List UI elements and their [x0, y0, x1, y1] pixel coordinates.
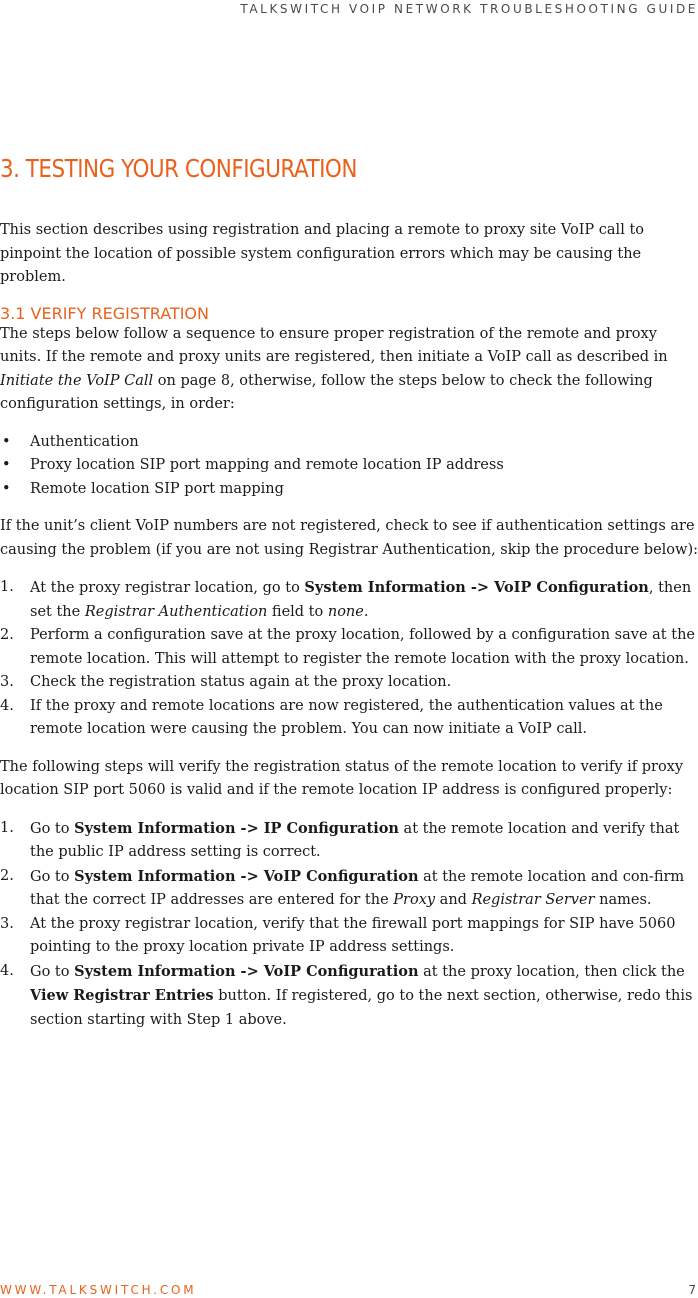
footer-url: WWW.TALKSWITCH.COM	[0, 1283, 197, 1297]
registration-steps	[0, 817, 698, 1033]
cross-reference: Initiate the VoIP Call	[0, 372, 154, 389]
list-item: 2. Perform a configuration save at the proxy location, followed by a configuration save at the remote location. This will attempt to register the remote location with the proxy location.	[0, 627, 695, 667]
list-item: • Authentication	[0, 431, 698, 455]
bullet-icon: •	[2, 457, 11, 473]
subsection-paragraph-2: If the unit’s client VoIP numbers are not registered, check to see if authentication settings are causing the problem (if you are not using Registrar Authentication, skip the procedure below):	[0, 518, 698, 558]
authentication-steps	[0, 576, 698, 742]
section-title: 3. TESTING YOUR CONFIGURATION	[0, 154, 357, 183]
list-item: 1. Go to System Information -> IP Configuration at the remote location and verify that the public IP address setting is correct.	[0, 819, 680, 860]
list-item: • Remote location SIP port mapping	[0, 478, 698, 502]
section-intro: This section describes using registration and placing a remote to proxy site VoIP call to pinpoint the location of possible system configuration errors which may be causing the problem.	[0, 222, 644, 285]
bullet-icon: •	[2, 480, 11, 497]
list-item: • Proxy location SIP port mapping and remote location IP address	[0, 454, 698, 478]
list-item: 3. Check the registration status again at the proxy location.	[0, 674, 452, 690]
bullet-icon: •	[2, 433, 11, 450]
subsection-paragraph-3: The following steps will verify the registration status of the remote location to verify if proxy location SIP port 5060 is valid and if the remote location IP address is configured properly:	[0, 758, 684, 798]
list-item: 2. Go to System Information -> VoIP Configuration at the remote location and con-firm that the correct IP addresses are entered for the Proxy and Registrar Server names.	[0, 867, 685, 908]
page-number: 7	[688, 1283, 696, 1297]
subsection-title: 3.1 VERIFY REGISTRATION	[0, 303, 209, 323]
list-item: 4. Go to System Information -> VoIP Configuration at the proxy location, then click the View Registrar Entries button. If registered, go to the next section, otherwise, redo this section starting with Step 1 above.	[0, 962, 693, 1028]
page-content	[0, 154, 698, 1046]
subsection-paragraph-1: The steps below follow a sequence to ensure proper registration of the remote and proxy units. If the remote and proxy units are registered, then initiate a VoIP call as described in Initiate the VoIP Call on page 8, otherwise, follow the steps below to check the following configuration settings, in order:	[0, 325, 668, 412]
list-item: 3. At the proxy registrar location, verify that the firewall port mappings for SIP have 5060 pointing to the proxy location private IP address settings.	[0, 915, 676, 955]
list-item: 4. If the proxy and remote locations are now registered, the authentication values at the remote location were causing the problem. You can now initiate a VoIP call.	[0, 697, 663, 737]
running-header: TALKSWITCH VOIP NETWORK TROUBLESHOOTING GUIDE	[240, 2, 698, 16]
settings-bullet-list	[0, 431, 698, 502]
list-item: 1. At the proxy registrar location, go to System Information -> VoIP Configuration, then set the Registrar Authentication field to none.	[0, 579, 692, 620]
